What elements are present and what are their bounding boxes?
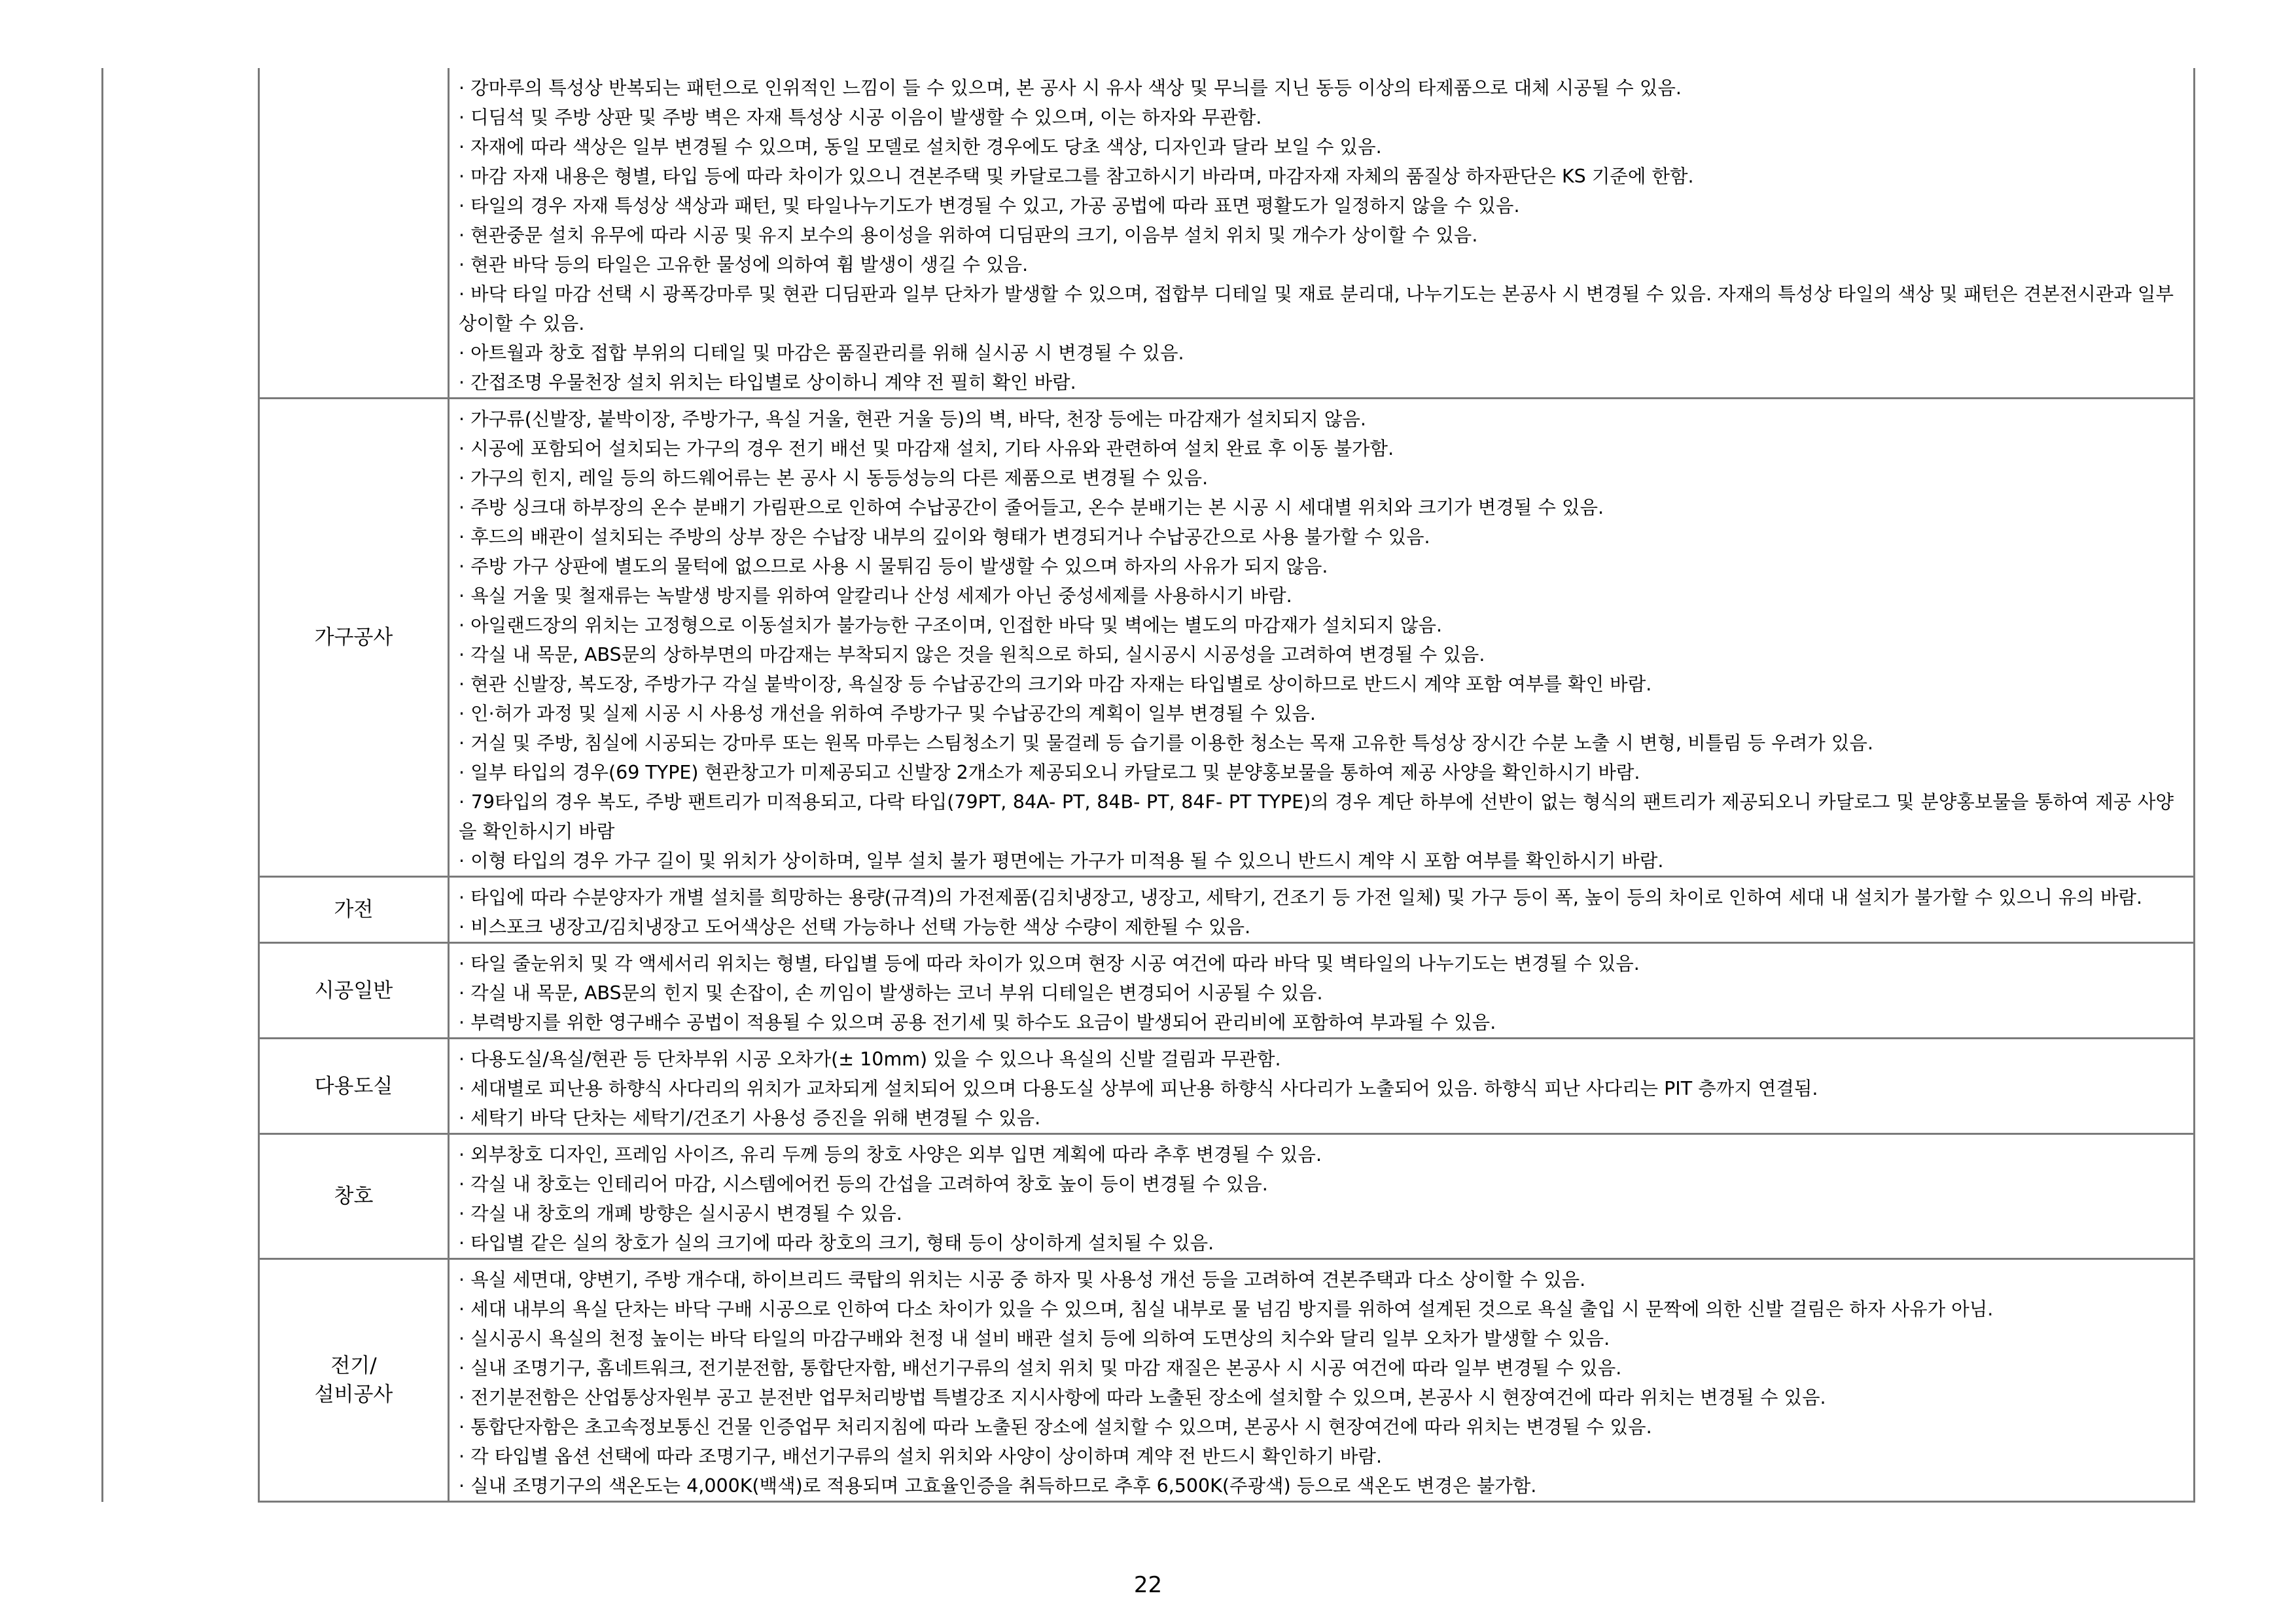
note-item: · 아일랜드장의 위치는 고정형으로 이동설치가 불가능한 구조이며, 인접한 바닥 및 벽에는 별도의 마감재가 설치되지 않음.: [459, 615, 1443, 636]
note-item: · 현관중문 설치 유무에 따라 시공 및 유지 보수의 용이성을 위하여 디딤판의 크기, 이음부 설치 위치 및 개수가 상이할 수 있음.: [459, 224, 1478, 246]
note-item: · 비스포크 냉장고/김치냉장고 도어색상은 선택 가능하나 선택 가능한 색상 수량이 제한될 수 있음.: [459, 916, 1251, 938]
note-item: · 강마루의 특성상 반복되는 패턴으로 인위적인 느낌이 들 수 있으며, 본 공사 시 유사 색상 및 무늬를 지닌 동등 이상의 타제품으로 대체 시공될 수 있음.: [459, 77, 1682, 99]
note-item: · 세탁기 바닥 단차는 세탁기/건조기 사용성 증진을 위해 변경될 수 있음.: [459, 1107, 1041, 1129]
notes-list: [450, 399, 2193, 876]
note-item: · 각실 내 창호는 인테리어 마감, 시스템에어컨 등의 간섭을 고려하여 창호 높이 등이 변경될 수 있음.: [459, 1173, 1268, 1195]
section-category-label: 창호: [334, 1185, 374, 1208]
note-item: · 거실 및 주방, 침실에 시공되는 강마루 또는 원목 마루는 스팀청소기 및 물걸레 등 습기를 이용한 청소는 목재 고유한 특성상 장시간 수분 노출 시 변형, 비틀림 등 우려가 있음.: [459, 732, 1874, 754]
note-item: · 전기분전함은 산업통상자원부 공고 분전반 업무처리방법 특별강조 지시사항에 따라 노출된 장소에 설치할 수 있으며, 본공사 시 현장여건에 따라 위치는 변경될 수 있음.: [459, 1387, 1826, 1408]
section-notes-cell: [449, 943, 2195, 1039]
notes-table-body: [103, 68, 2195, 1502]
note-item: · 간접조명 우물천장 설치 위치는 타입별로 상이하니 계약 전 필히 확인 바람.: [459, 372, 1076, 393]
note-item: · 타일의 경우 자재 특성상 색상과 패턴, 및 타일나누기도가 변경될 수 있고, 가공 공법에 따라 표면 평활도가 일정하지 않을 수 있음.: [459, 195, 1520, 217]
section-notes-cell: [449, 68, 2195, 399]
section-row: [103, 877, 2195, 943]
note-item: · 통합단자함은 초고속정보통신 건물 인증업무 처리지침에 따라 노출된 장소에 설치할 수 있으며, 본공사 시 현장여건에 따라 위치는 변경될 수 있음.: [459, 1416, 1652, 1438]
note-item: · 각실 내 창호의 개폐 방향은 실시공시 변경될 수 있음.: [459, 1203, 902, 1224]
section-category-cell: [259, 68, 449, 399]
note-item: · 실내 조명기구의 색온도는 4,000K(백색)로 적용되며 고효율인증을 취득하므로 추후 6,500K(주광색) 등으로 색온도 변경은 불가함.: [459, 1475, 1537, 1497]
notes-list: [450, 1039, 2193, 1133]
section-row: [103, 1134, 2195, 1259]
note-item: · 주방 가구 상판에 별도의 물턱에 없으므로 사용 시 물튀김 등이 발생할 수 있으며 하자의 사유가 되지 않음.: [459, 556, 1328, 577]
section-row: [103, 68, 2195, 399]
note-item: · 실내 조명기구, 홈네트워크, 전기분전함, 통합단자함, 배선기구류의 설치 위치 및 마감 재질은 본공사 시 시공 여건에 따라 일부 변경될 수 있음.: [459, 1357, 1622, 1379]
notes-list: [450, 944, 2193, 1037]
section-category-cell: [259, 943, 449, 1039]
note-item: · 실시공시 욕실의 천정 높이는 바닥 타일의 마감구배와 천정 내 설비 배관 설치 등에 의하여 도면상의 치수와 달리 일부 오차가 발생할 수 있음.: [459, 1328, 1610, 1349]
note-item: · 다용도실/욕실/현관 등 단차부위 시공 오차가(± 10mm) 있을 수 있으나 욕실의 신발 걸림과 무관함.: [459, 1048, 1281, 1070]
section-category-label: 시공일반: [314, 978, 393, 1003]
note-item: · 바닥 타일 마감 선택 시 광폭강마루 및 현관 디딤판과 일부 단차가 발생할 수 있으며, 접합부 디테일 및 재료 분리대, 나누기도는 본공사 시 변경될 수 있음. 자재의 특성상 타일의 색상 및 패턴은 견본전시관과 일부 상이할 수 있음.: [459, 283, 2174, 334]
section-category-label: 다용도실: [314, 1074, 393, 1098]
section-row: [103, 1259, 2195, 1502]
note-item: · 시공에 포함되어 설치되는 가구의 경우 전기 배선 및 마감재 설치, 기타 사유와 관련하여 설치 완료 후 이동 불가함.: [459, 438, 1394, 459]
note-item: · 마감 자재 내용은 형별, 타입 등에 따라 차이가 있으니 견본주택 및 카달로그를 참고하시기 바라며, 마감자재 자체의 품질상 하자판단은 KS 기준에 한함.: [459, 166, 1694, 187]
note-item: · 부력방지를 위한 영구배수 공법이 적용될 수 있으며 공용 전기세 및 하수도 요금이 발생되어 관리비에 포함하여 부과될 수 있음.: [459, 1012, 1496, 1033]
section-notes-cell: [449, 399, 2195, 877]
note-item: · 디딤석 및 주방 상판 및 주방 벽은 자재 특성상 시공 이음이 발생할 수 있으며, 이는 하자와 무관함.: [459, 107, 1262, 128]
section-category-cell: [259, 877, 449, 943]
note-item: · 79타입의 경우 복도, 주방 팬트리가 미적용되고, 다락 타입(79PT, 84A- PT, 84B- PT, 84F- PT TYPE)의 경우 계단 하부에 선반이 없는 형식의 팬트리가 제공되오니 카달로그 및 분양홍보물을 통하여 제공 사양을 확인하시기 바람: [459, 791, 2174, 842]
category-column: [103, 68, 259, 1502]
note-item: · 아트월과 창호 접합 부위의 디테일 및 마감은 품질관리를 위해 실시공 시 변경될 수 있음.: [459, 342, 1184, 364]
note-item: · 각 타입별 옵션 선택에 따라 조명기구, 배선기구류의 설치 위치와 사양이 상이하며 계약 전 반드시 확인하기 바람.: [459, 1446, 1383, 1467]
note-item: · 욕실 세면대, 양변기, 주방 개수대, 하이브리드 쿡탑의 위치는 시공 중 하자 및 사용성 개선 등을 고려하여 견본주택과 다소 상이할 수 있음.: [459, 1269, 1586, 1291]
note-item: · 현관 신발장, 복도장, 주방가구 각실 붙박이장, 욕실장 등 수납공간의 크기와 마감 자재는 타입별로 상이하므로 반드시 계약 포함 여부를 확인 바람.: [459, 673, 1652, 695]
section-category-cell: [259, 399, 449, 877]
section-notes-cell: [449, 1039, 2195, 1134]
notes-list: [450, 1135, 2193, 1258]
section-notes-cell: [449, 1134, 2195, 1259]
note-item: · 후드의 배관이 설치되는 주방의 상부 장은 수납장 내부의 깊이와 형태가 변경되거나 수납공간으로 사용 불가할 수 있음.: [459, 526, 1430, 548]
section-category-label: 가구공사: [314, 626, 393, 649]
note-item: · 세대 내부의 욕실 단차는 바닥 구배 시공으로 인하여 다소 차이가 있을 수 있으며, 침실 내부로 물 넘김 방지를 위하여 설계된 것으로 욕실 출입 시 문짝에 의한 신발 걸림은 하자 사유가 아님.: [459, 1298, 1994, 1320]
section-category-cell: [259, 1039, 449, 1134]
note-item: · 일부 타입의 경우(69 TYPE) 현관창고가 미제공되고 신발장 2개소가 제공되오니 카달로그 및 분양홍보물을 통하여 제공 사양을 확인하시기 바람.: [459, 762, 1640, 783]
notes-list: [450, 68, 2193, 397]
note-item: · 가구류(신발장, 붙박이장, 주방가구, 욕실 거울, 현관 거울 등)의 벽, 바닥, 천장 등에는 마감재가 설치되지 않음.: [459, 408, 1366, 430]
notes-list: [450, 878, 2193, 942]
note-item: · 각실 내 목문, ABS문의 상하부면의 마감재는 부착되지 않은 것을 원칙으로 하되, 실시공시 시공성을 고려하여 변경될 수 있음.: [459, 644, 1485, 666]
note-item: · 가구의 힌지, 레일 등의 하드웨어류는 본 공사 시 동등성능의 다른 제품으로 변경될 수 있음.: [459, 467, 1209, 489]
section-row: [103, 399, 2195, 877]
note-item: · 현관 바닥 등의 타일은 고유한 물성에 의하여 휨 발생이 생길 수 있음.: [459, 254, 1029, 276]
note-item: · 주방 싱크대 하부장의 온수 분배기 가림판으로 인하여 수납공간이 줄어들고, 온수 분배기는 본 시공 시 세대별 위치와 크기가 변경될 수 있음.: [459, 497, 1604, 518]
section-category-label: 가전: [334, 898, 374, 921]
note-item: · 외부창호 디자인, 프레임 사이즈, 유리 두께 등의 창호 사양은 외부 입면 계획에 따라 추후 변경될 수 있음.: [459, 1144, 1322, 1166]
note-item: · 자재에 따라 색상은 일부 변경될 수 있으며, 동일 모델로 설치한 경우에도 당초 색상, 디자인과 달라 보일 수 있음.: [459, 136, 1382, 158]
section-notes-cell: [449, 1259, 2195, 1502]
note-item: · 타입에 따라 수분양자가 개별 설치를 희망하는 용량(규격)의 가전제품(김치냉장고, 냉장고, 세탁기, 건조기 등 가전 일체) 및 가구 등이 폭, 높이 등의 차이로 인하여 세대 내 설치가 불가할 수 있으니 유의 바람.: [459, 887, 2143, 908]
notes-table: [101, 68, 2195, 1503]
note-item: · 세대별로 피난용 하향식 사다리의 위치가 교차되게 설치되어 있으며 다용도실 상부에 피난용 하향식 사다리가 노출되어 있음. 하향식 피난 사다리는 PIT 층까지 연결됨.: [459, 1078, 1818, 1099]
note-item: · 욕실 거울 및 철재류는 녹발생 방지를 위하여 알칼리나 산성 세제가 아닌 중성세제를 사용하시기 바람.: [459, 585, 1292, 607]
section-row: [103, 1039, 2195, 1134]
notes-list: [450, 1260, 2193, 1501]
section-category-cell: [259, 1134, 449, 1259]
section-notes-cell: [449, 877, 2195, 943]
section-row: [103, 943, 2195, 1039]
page-number: 22: [1133, 1572, 1163, 1598]
note-item: · 이형 타입의 경우 가구 길이 및 위치가 상이하며, 일부 설치 불가 평면에는 가구가 미적용 될 수 있으니 반드시 계약 시 포함 여부를 확인하시기 바람.: [459, 850, 1664, 872]
note-item: · 인·허가 과정 및 실제 시공 시 사용성 개선을 위하여 주방가구 및 수납공간의 계획이 일부 변경될 수 있음.: [459, 703, 1316, 724]
note-item: · 타입별 같은 실의 창호가 실의 크기에 따라 창호의 크기, 형태 등이 상이하게 설치될 수 있음.: [459, 1232, 1214, 1254]
note-item: · 각실 내 목문, ABS문의 힌지 및 손잡이, 손 끼임이 발생하는 코너 부위 디테일은 변경되어 시공될 수 있음.: [459, 982, 1323, 1004]
section-category-label: 전기/ 설비공사: [314, 1354, 393, 1406]
note-item: · 타일 줄눈위치 및 각 액세서리 위치는 형별, 타입별 등에 따라 차이가 있으며 현장 시공 여건에 따라 바닥 및 벽타일의 나누기도는 변경될 수 있음.: [459, 953, 1640, 974]
section-category-cell: [259, 1259, 449, 1502]
